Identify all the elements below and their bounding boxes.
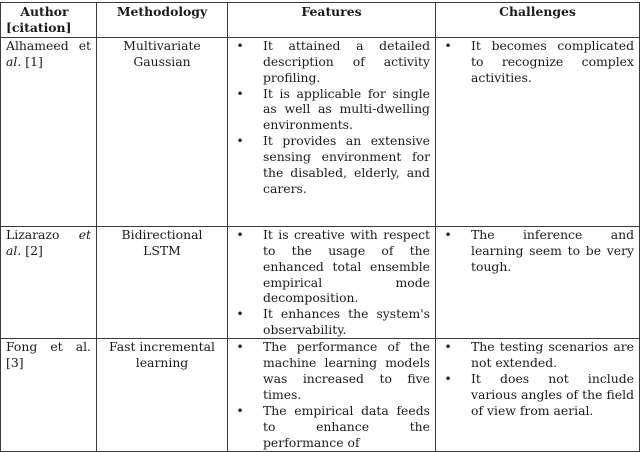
author-al: al. [6,242,22,258]
author-name: Alhameed [6,37,69,53]
methodology-cell: Fast incremental learning [97,339,228,451]
author-name-line [6,339,91,355]
features-cell [228,339,436,451]
feature-text: It provides an extensive sensing environment for the disabled, elderly, and carers. [263,133,430,196]
bullet-icon: • [236,133,244,149]
header-author [1,3,97,38]
author-cell [1,339,97,451]
table-row [1,226,640,338]
author-et: et [78,37,91,53]
bullet-icon: • [236,226,244,242]
challenge-text: The testing scenarios are not extended. [471,339,634,371]
challenges-cell [436,37,640,226]
feature-text: The performance of the machine learning models was increased to five times. [263,339,430,402]
bullet-icon: • [444,226,452,242]
methodology-cell: Multivariate Gaussian [97,37,228,226]
author-et: et [50,339,63,355]
feature-text: It enhances the system's observability. [263,306,430,338]
literature-comparison-table [0,2,640,452]
author-name-line [6,227,91,243]
features-cell [228,37,436,226]
author-et: et [78,226,91,242]
challenge-item [441,227,634,275]
feature-text: It attained a detailed description of activity profiling. [263,37,430,85]
author-cell [1,226,97,338]
challenge-item [441,339,634,371]
author-al: al. [75,339,91,355]
author-cell [1,37,97,226]
citation-ref: [1] [21,53,43,69]
header-features: Features [228,3,436,38]
challenge-item [441,371,634,419]
bullet-icon: • [236,306,244,322]
bullet-icon: • [236,85,244,101]
citation-ref: [3] [6,355,24,371]
bullet-icon: • [444,370,452,386]
header-methodology: Methodology [97,3,228,38]
bullet-icon: • [236,37,244,53]
feature-item [233,86,430,134]
challenge-text: It becomes complicated to recognize complex activities. [471,37,634,85]
feature-item [233,403,430,451]
challenges-cell [436,339,640,451]
feature-item [233,38,430,86]
feature-item [233,306,430,338]
feature-item [233,227,430,307]
author-name: Fong [6,339,38,355]
author-name-line [6,38,91,54]
feature-text: It is creative with respect to the usage of the enhanced total ensemble empirical mode decomposition. [263,226,430,306]
features-cell [228,226,436,338]
feature-text: It is applicable for single as well as multi-dwelling environments. [263,85,430,133]
table-row [1,37,640,226]
challenge-text: It does not include various angles of the field of view from aerial. [471,370,634,418]
bullet-icon: • [236,402,244,418]
header-challenges: Challenges [436,3,640,38]
author-name: Lizarazo [6,226,60,242]
feature-text: The empirical data feeds to enhance the performance of [263,402,430,450]
challenge-text: The inference and learning seem to be very tough. [471,226,634,274]
challenge-item [441,38,634,86]
challenges-cell [436,226,640,338]
header-author-line1: Author [20,4,69,19]
author-al: al. [6,53,22,69]
feature-item [233,339,430,403]
feature-item [233,133,430,197]
header-author-line2: [citation] [6,19,72,35]
table-row [1,339,640,451]
citation-ref: [2] [21,242,43,258]
bullet-icon: • [444,339,452,355]
header-row [1,3,640,38]
bullet-icon: • [236,339,244,355]
methodology-cell: Bidirectional LSTM [97,226,228,338]
bullet-icon: • [444,37,452,53]
